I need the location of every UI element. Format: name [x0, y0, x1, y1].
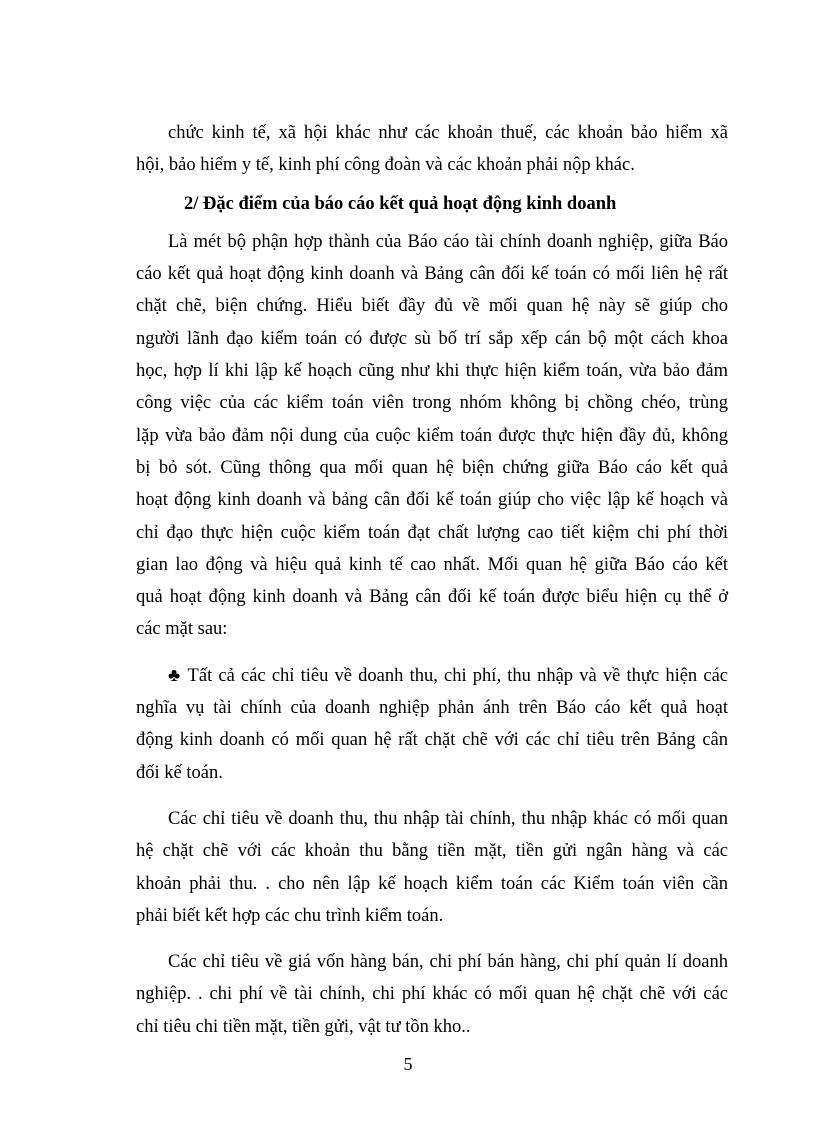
section-heading: 2/ Đặc điểm của báo cáo kết quả hoạt động kinh doanh	[184, 193, 617, 214]
page-number: 5	[403, 1054, 413, 1074]
paragraph-2	[136, 660, 728, 789]
text-line: chức kinh tế, xã hội khác như các khoản thuế, các khoản bảo hiểm xã	[168, 123, 728, 143]
text-line: chỉ tiêu chi tiền mặt, tiền gửi, vật tư tồn kho..	[136, 1016, 471, 1037]
paragraph-3	[136, 803, 728, 932]
text-line: Các chỉ tiêu về doanh thu, thu nhập tài chính, thu nhập khác có mối quan	[168, 808, 728, 829]
text-line: ♣ Tất cả các chỉ tiêu về doanh thu, chi phí, thu nhập và về thực hiện các	[168, 665, 728, 686]
text-line: đối kế toán.	[136, 762, 223, 783]
text-line: phải biết kết hợp các chu trình kiểm toán.	[136, 905, 444, 926]
text-line: hoạt động kinh doanh và bảng cân đối kế toán giúp cho việc lập kế hoạch và	[136, 490, 728, 511]
text-line: nghiệp. . chi phí về tài chính, chi phí khác có mối quan hệ chặt chẽ với các	[136, 984, 728, 1005]
text-line: công việc của các kiểm toán viên trong nhóm không bị chồng chéo, trùng	[136, 393, 728, 414]
paragraph-spacer	[136, 932, 728, 946]
paragraph-4	[136, 946, 728, 1043]
text-line: hệ chặt chẽ với các khoản thu bằng tiền mặt, tiền gửi ngân hàng và các	[136, 841, 728, 862]
text-line: chỉ đạo thực hiện cuộc kiểm toán đạt chất lượng cao tiết kiệm chi phí thời	[136, 522, 728, 543]
paragraph-intro	[136, 117, 728, 182]
text-line: lặp vừa bảo đảm nội dung của cuộc kiểm toán được thực hiện đầy đủ, không	[136, 425, 728, 446]
text-line: chặt chẽ, biện chứng. Hiểu biết đầy đủ về mối quan hệ này sẽ giúp cho	[136, 296, 728, 317]
text-line: quả hoạt động kinh doanh và Bảng cân đối kế toán được biểu hiện cụ thể ở	[136, 587, 728, 608]
text-line: Các chỉ tiêu về giá vốn hàng bán, chi phí bán hàng, chi phí quản lí doanh	[168, 952, 728, 973]
text-line: động kinh doanh có mối quan hệ rất chặt chẽ với các chỉ tiêu trên Bảng cân	[136, 730, 728, 751]
text-line: hội, bảo hiểm y tế, kinh phí công đoàn và các khoản phải nộp khác.	[136, 155, 635, 176]
paragraph-1	[136, 226, 728, 646]
text-line: khoản phải thu. . cho nên lập kế hoạch kiểm toán các Kiểm toán viên cần	[136, 873, 728, 894]
text-line: gian lao động và hiệu quả kinh tế cao nhất. Mối quan hệ giữa Báo cáo kết	[136, 554, 728, 575]
paragraph-spacer	[136, 789, 728, 803]
text-line: nghĩa vụ tài chính của doanh nghiệp phản ánh trên Báo cáo kết quả hoạt	[136, 698, 728, 719]
text-line: bị bỏ sót. Cũng thông qua mối quan hệ biện chứng giữa Báo cáo kết quả	[136, 457, 728, 478]
text-line: Là mét bộ phận hợp thành của Báo cáo tài chính doanh nghiệp, giữa Báo	[168, 231, 728, 252]
text-line: người lãnh đạo kiểm toán có được sù bố trí sắp xếp cán bộ một cách khoa	[136, 328, 728, 349]
text-line: cáo kết quả hoạt động kinh doanh và Bảng cân đối kế toán có mối liên hệ rất	[136, 264, 728, 285]
text-line: học, hợp lí khi lập kế hoạch cũng như khi thực hiện kiểm toán, vừa bảo đảm	[136, 361, 728, 382]
paragraph-spacer	[136, 646, 728, 660]
body-text	[136, 117, 728, 1043]
text-line: các mặt sau:	[136, 619, 228, 640]
